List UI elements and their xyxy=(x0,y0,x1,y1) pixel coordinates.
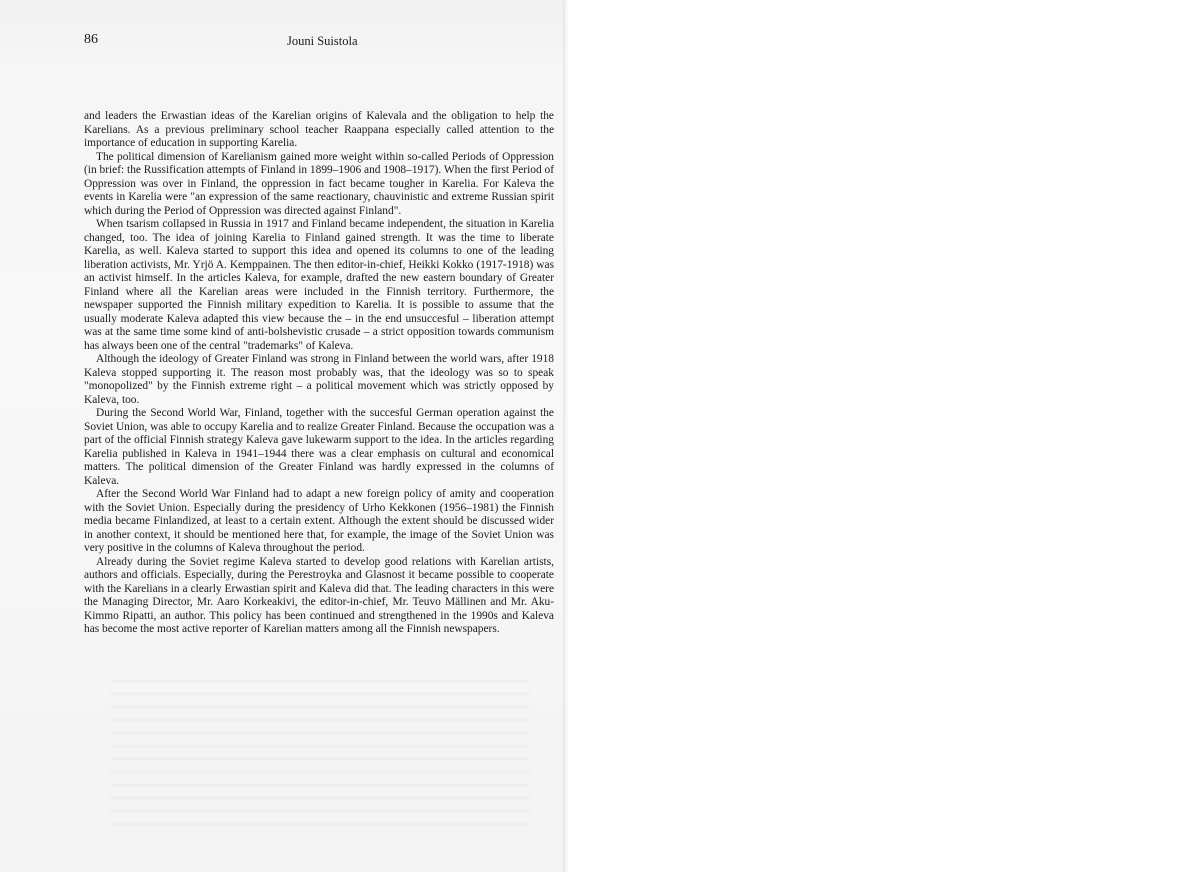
paragraph-3: When tsarism collapsed in Russia in 1917 and Finland became independent, the situation in Karelia changed, too. The idea of joining Karelia to Finland gained strength. It was the time to liberate Karelia, as well. Kaleva started to support this idea and opened its columns to one of the leading liberation activists, Mr. Yrjö A. Kemppainen. The then editor-in-chief, Heikki Kokko (1917-1918) was an activist himself. In the articles Kaleva, for example, drafted the new eastern boundary of Greater Finland where all the Karelian areas were included in the Finnish territory. Furthermore, the newspaper supported the Finnish military expedition to Karelia. It is possible to assume that the usually moderate Kaleva adapted this view because the – in the end unsuccesful – liberation attempt was at the same time some kind of anti-bolshevistic crusade – a strict opposition towards communism has always been one of the central "trademarks" of Kaleva. xyxy=(84,218,554,352)
scanned-page xyxy=(0,0,567,872)
page-gutter xyxy=(563,0,569,872)
body-text xyxy=(84,110,554,637)
paragraph-1: and leaders the Erwastian ideas of the Karelian origins of Kalevala and the obligation to help the Karelians. As a previous preliminary school teacher Raappana especially called attention to the importance of education in supporting Karelia. xyxy=(84,110,554,149)
paragraph-4: Although the ideology of Greater Finland was strong in Finland between the world wars, after 1918 Kaleva stopped supporting it. The reason most probably was, that the ideology was so to speak "monopolized" by the Finnish extreme right – a political movement which was strictly opposed by Kaleva, too. xyxy=(84,353,554,406)
running-head-author: Jouni Suistola xyxy=(287,34,358,48)
paragraph-5: During the Second World War, Finland, together with the succesful German operation against the Soviet Union, was able to occupy Karelia and to realize Greater Finland. Because the occupation was a part of the official Finnish strategy Kaleva gave lukewarm support to the idea. In the articles regarding Karelia published in Kaleva in 1941–1944 there was a clear emphasis on cultural and economical matters. The political dimension of the Greater Finland was hardly expressed in the columns of Kaleva. xyxy=(84,407,555,487)
paragraph-6: After the Second World War Finland had to adapt a new foreign policy of amity and cooperation with the Soviet Union. Especially during the presidency of Urho Kekkonen (1956–1981) the Finnish media became Finlandized, at least to a certain extent. Although the extent should be discussed wider in another context, it should be mentioned here that, for example, the image of the Soviet Union was very positive in the columns of Kaleva throughout the period. xyxy=(84,488,554,554)
bleed-through-shadow xyxy=(110,680,530,830)
running-head xyxy=(84,32,559,50)
page-number: 86 xyxy=(84,32,98,47)
paragraph-7: Already during the Soviet regime Kaleva started to develop good relations with Karelian artists, authors and officials. Especially, during the Perestroyka and Glasnost it became possible to cooperate with the Karelians in a clearly Erwastian spirit and Kaleva did that. The leading characters in this were the Managing Director, Mr. Aaro Korkeakivi, the editor-in-chief, Mr. Teuvo Mällinen and Mr. Aku-Kimmo Ripatti, an author. This policy has been continued and strengthened in the 1990s and Kaleva has become the most active reporter of Karelian matters among all the Finnish newspapers. xyxy=(84,555,554,635)
paragraph-2: The political dimension of Karelianism gained more weight within so-called Periods of Oppression (in brief: the Russification attempts of Finland in 1899–1906 and 1908–1917). When the first Period of Oppression was over in Finland, the oppression in fact became tougher in Karelia. For Kaleva the events in Karelia were "an expression of the same reactionary, chauvinistic and extreme Russian spirit which during the Period of Oppression was directed against Finland". xyxy=(84,150,554,217)
